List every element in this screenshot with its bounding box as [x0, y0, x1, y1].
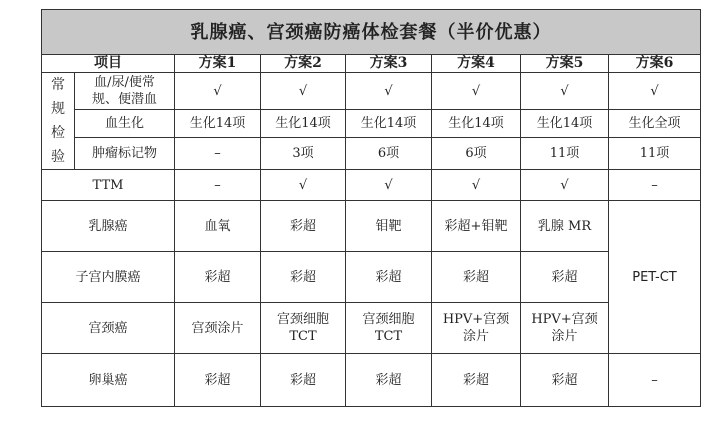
cell: 生化14项	[432, 110, 521, 138]
row-label: 乳腺癌	[42, 201, 175, 252]
cell: √	[346, 73, 432, 110]
cell: √	[346, 170, 432, 201]
cell: √	[432, 170, 521, 201]
cell: 彩超	[346, 252, 432, 303]
header-plan-2: 方案2	[261, 55, 346, 73]
row-label: 卵巢癌	[42, 354, 175, 407]
package-table-container	[41, 9, 700, 427]
cell: 血氧	[175, 201, 261, 252]
cell: √	[432, 73, 521, 110]
cell: √	[261, 73, 346, 110]
table-row	[42, 303, 701, 354]
table-title: 乳腺癌、宫颈癌防癌体检套餐（半价优惠）	[42, 10, 701, 55]
cell: 彩超	[432, 354, 521, 407]
pet-ct-cell: PET-CT	[609, 201, 701, 354]
cell: 彩超	[175, 252, 261, 303]
table-row	[42, 201, 701, 252]
cell: 彩超	[521, 252, 609, 303]
cell: √	[521, 170, 609, 201]
row-label: 宫颈癌	[42, 303, 175, 354]
cell: 彩超	[432, 252, 521, 303]
row-label: TTM	[42, 170, 175, 201]
table-row	[42, 170, 701, 201]
table-row	[42, 252, 701, 303]
table-row	[42, 110, 701, 138]
row-label: 血/尿/便常 规、便潜血	[75, 73, 175, 110]
cell: 6项	[346, 138, 432, 170]
cell: 生化14项	[521, 110, 609, 138]
cell: 生化14项	[346, 110, 432, 138]
cell: 宫颈涂片	[175, 303, 261, 354]
cell: √	[175, 73, 261, 110]
cell: 11项	[609, 138, 701, 170]
row-label: 肿瘤标记物	[75, 138, 175, 170]
cell: √	[609, 73, 701, 110]
cell: 彩超	[346, 354, 432, 407]
cell: 彩超+钼靶	[432, 201, 521, 252]
cell: 11项	[521, 138, 609, 170]
header-item: 项目	[42, 55, 175, 73]
cell: –	[175, 138, 261, 170]
cell: 生化14项	[175, 110, 261, 138]
table-row	[42, 73, 701, 110]
cell: 彩超	[521, 354, 609, 407]
cell: 乳腺 MR	[521, 201, 609, 252]
cell: 彩超	[261, 201, 346, 252]
cell: 宫颈细胞 TCT	[261, 303, 346, 354]
header-plan-6: 方案6	[609, 55, 701, 73]
cell: –	[609, 170, 701, 201]
row-label: 子宫内膜癌	[42, 252, 175, 303]
header-plan-4: 方案4	[432, 55, 521, 73]
cell: 彩超	[261, 354, 346, 407]
cell: 6项	[432, 138, 521, 170]
cell: 彩超	[175, 354, 261, 407]
cell: 生化全项	[609, 110, 701, 138]
row-label: 血生化	[75, 110, 175, 138]
cell: HPV+宫颈 涂片	[521, 303, 609, 354]
cell: HPV+宫颈 涂片	[432, 303, 521, 354]
cell: 宫颈细胞 TCT	[346, 303, 432, 354]
cell: √	[261, 170, 346, 201]
package-table	[41, 9, 701, 407]
table-row	[42, 354, 701, 407]
cell: 彩超	[261, 252, 346, 303]
cell: –	[175, 170, 261, 201]
cell: 钼靶	[346, 201, 432, 252]
cell: 生化14项	[261, 110, 346, 138]
cell: 3项	[261, 138, 346, 170]
header-row	[42, 55, 701, 73]
group-label-routine: 常 规 检 验	[42, 73, 75, 170]
cell: √	[521, 73, 609, 110]
cell: –	[609, 354, 701, 407]
header-plan-5: 方案5	[521, 55, 609, 73]
table-row	[42, 138, 701, 170]
header-plan-3: 方案3	[346, 55, 432, 73]
header-plan-1: 方案1	[175, 55, 261, 73]
